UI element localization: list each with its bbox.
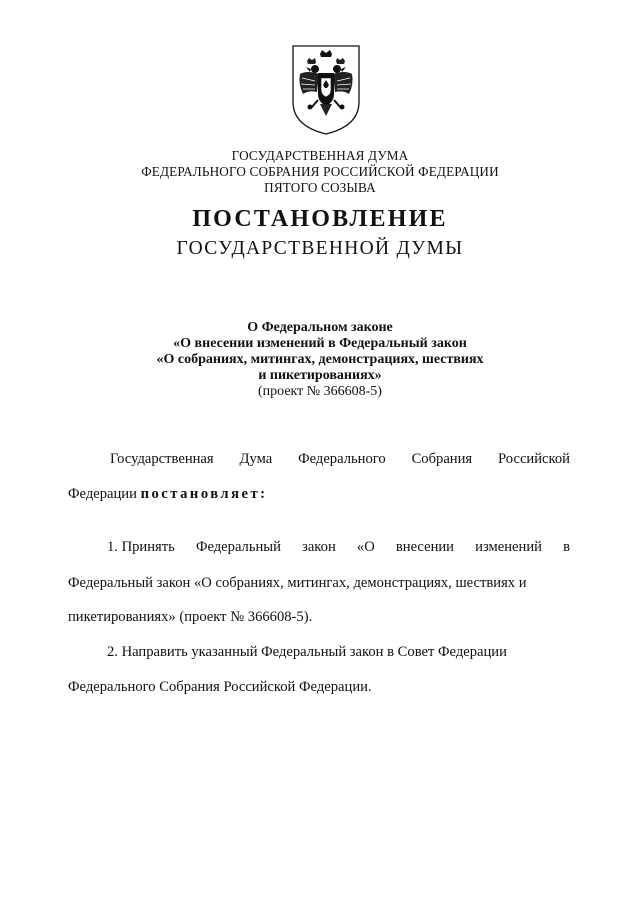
title-line-1: О Федеральном законе bbox=[247, 320, 393, 335]
org-line-2: ФЕДЕРАЛЬНОГО СОБРАНИЯ РОССИЙСКОЙ ФЕДЕРАЦИИ bbox=[141, 164, 499, 179]
org-line-1: ГОСУДАРСТВЕННАЯ ДУМА bbox=[231, 148, 409, 163]
preamble-word: Федерального bbox=[298, 451, 386, 467]
document-type: ПОСТАНОВЛЕНИЕ bbox=[192, 206, 448, 232]
org-line-3: ПЯТОГО СОЗЫВА bbox=[264, 180, 376, 195]
item2-line-1: 2. Направить указанный Федеральный закон в Совет Федерации bbox=[107, 644, 507, 660]
item1-line-1 bbox=[107, 539, 570, 556]
item1-line-3: пикетированиях» (проект № 366608-5). bbox=[68, 609, 313, 625]
preamble-word: Российской bbox=[498, 451, 570, 467]
title-line-3: «О собраниях, митингах, демонстрациях, шествиях bbox=[156, 352, 484, 367]
item1-line-2: Федеральный закон «О собраниях, митингах, демонстрациях, шествиях и bbox=[68, 575, 527, 591]
preamble-line-1 bbox=[110, 451, 570, 468]
preamble-federation: Федерации bbox=[68, 486, 137, 502]
item1-word: Федеральный bbox=[195, 539, 281, 555]
document-subtype: ГОСУДАРСТВЕННОЙ ДУМЫ bbox=[176, 238, 464, 259]
preamble-word: Государственная bbox=[110, 451, 214, 467]
item1-word: «О bbox=[356, 539, 375, 555]
item1-word: изменений bbox=[475, 539, 542, 555]
item1-word: закон bbox=[302, 539, 336, 555]
title-line-4: и пикетированиях» bbox=[258, 368, 382, 383]
preamble-word: Собрания bbox=[411, 451, 473, 467]
preamble-word: Дума bbox=[239, 451, 273, 467]
item1-word: 1. Принять bbox=[107, 539, 175, 555]
item2-line-2: Федерального Собрания Российской Федерации. bbox=[68, 679, 372, 695]
item1-word: в bbox=[563, 539, 570, 555]
title-line-2: «О внесении изменений в Федеральный закон bbox=[173, 336, 467, 351]
preamble-line-2 bbox=[68, 486, 268, 503]
russian-coat-of-arms-icon bbox=[291, 44, 361, 136]
project-number: (проект № 366608-5) bbox=[258, 384, 382, 399]
resolves-spaced: постановляет: bbox=[140, 486, 268, 502]
item1-word: внесении bbox=[395, 539, 454, 555]
